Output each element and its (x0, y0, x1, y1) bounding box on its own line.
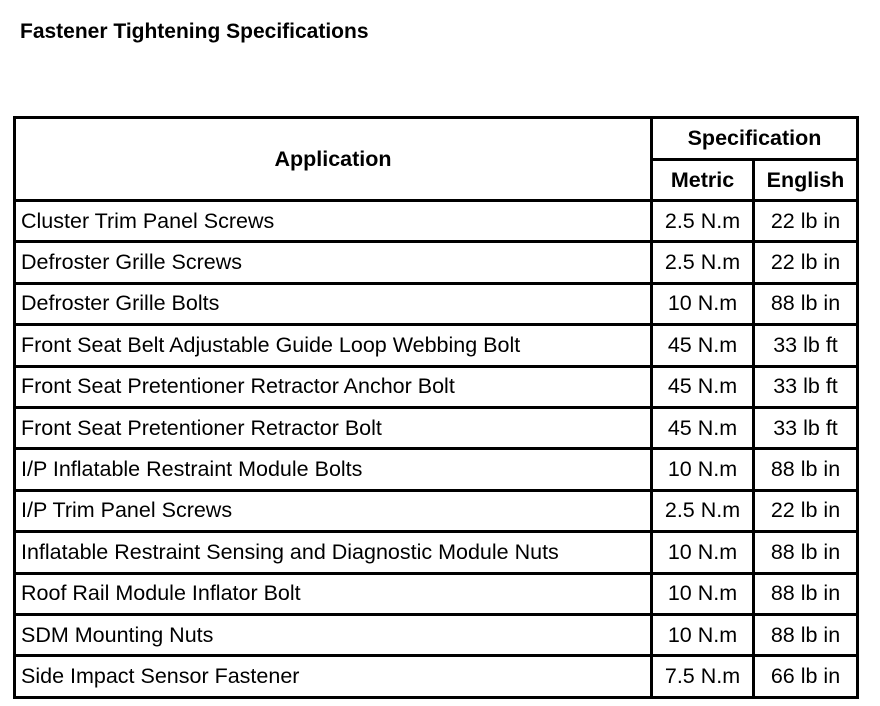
header-specification: Specification (652, 118, 858, 160)
cell-metric: 2.5 N.m (652, 242, 754, 283)
cell-english: 33 lb ft (754, 407, 858, 448)
cell-application: Front Seat Belt Adjustable Guide Loop Webbing Bolt (15, 325, 652, 366)
cell-application: Side Impact Sensor Fastener (15, 656, 652, 697)
header-application: Application (15, 118, 652, 201)
header-metric: Metric (652, 160, 754, 201)
cell-application: Front Seat Pretentioner Retractor Bolt (15, 407, 652, 448)
cell-metric: 2.5 N.m (652, 490, 754, 531)
table-row (15, 449, 858, 490)
cell-metric: 45 N.m (652, 366, 754, 407)
cell-metric: 10 N.m (652, 614, 754, 655)
table-row (15, 283, 858, 324)
cell-metric: 2.5 N.m (652, 201, 754, 242)
cell-metric: 45 N.m (652, 407, 754, 448)
cell-application: Inflatable Restraint Sensing and Diagnostic Module Nuts (15, 532, 652, 573)
cell-english: 33 lb ft (754, 325, 858, 366)
cell-application: Cluster Trim Panel Screws (15, 201, 652, 242)
cell-application: SDM Mounting Nuts (15, 614, 652, 655)
cell-metric: 10 N.m (652, 449, 754, 490)
fastener-spec-table (13, 116, 859, 699)
page-title: Fastener Tightening Specifications (20, 20, 369, 43)
header-english: English (754, 160, 858, 201)
cell-english: 22 lb in (754, 490, 858, 531)
table-row (15, 532, 858, 573)
cell-application: Defroster Grille Screws (15, 242, 652, 283)
cell-application: I/P Inflatable Restraint Module Bolts (15, 449, 652, 490)
table-row (15, 490, 858, 531)
cell-english: 33 lb ft (754, 366, 858, 407)
table-row (15, 242, 858, 283)
cell-english: 88 lb in (754, 532, 858, 573)
cell-english: 66 lb in (754, 656, 858, 697)
cell-application: Defroster Grille Bolts (15, 283, 652, 324)
cell-application: I/P Trim Panel Screws (15, 490, 652, 531)
table-row (15, 201, 858, 242)
table-row (15, 325, 858, 366)
table-row (15, 656, 858, 697)
cell-english: 22 lb in (754, 201, 858, 242)
cell-english: 88 lb in (754, 573, 858, 614)
cell-metric: 10 N.m (652, 573, 754, 614)
cell-english: 88 lb in (754, 283, 858, 324)
cell-metric: 10 N.m (652, 532, 754, 573)
cell-metric: 7.5 N.m (652, 656, 754, 697)
cell-english: 88 lb in (754, 614, 858, 655)
table-row (15, 573, 858, 614)
cell-application: Front Seat Pretentioner Retractor Anchor Bolt (15, 366, 652, 407)
cell-metric: 45 N.m (652, 325, 754, 366)
cell-metric: 10 N.m (652, 283, 754, 324)
table-row (15, 366, 858, 407)
cell-english: 22 lb in (754, 242, 858, 283)
table-row (15, 614, 858, 655)
cell-application: Roof Rail Module Inflator Bolt (15, 573, 652, 614)
table-row (15, 407, 858, 448)
cell-english: 88 lb in (754, 449, 858, 490)
